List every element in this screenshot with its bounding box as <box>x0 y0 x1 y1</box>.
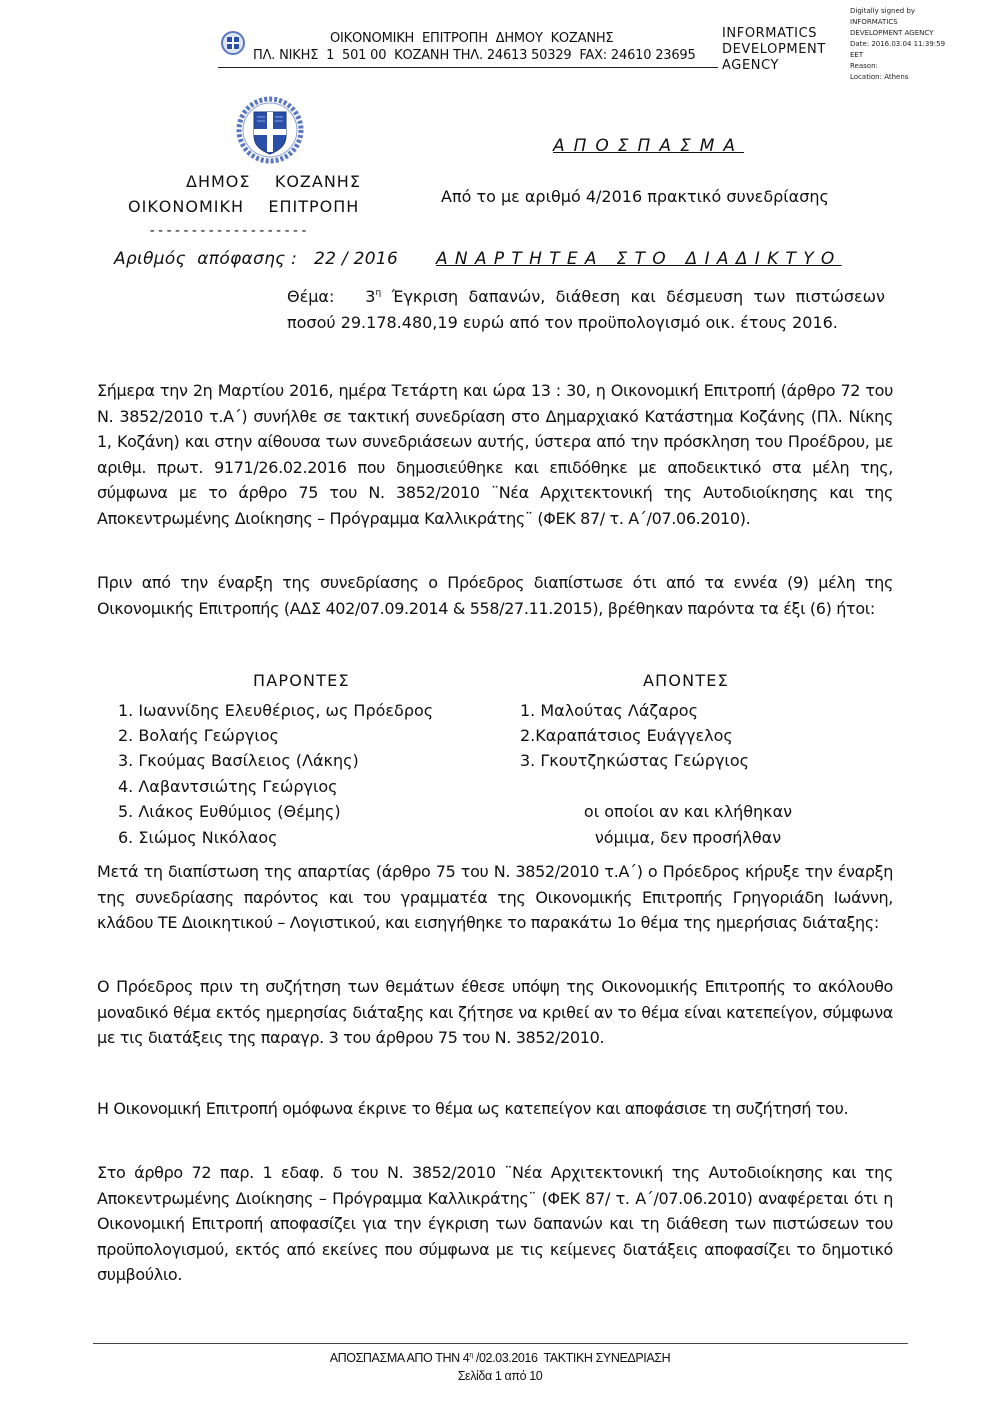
subject-block <box>287 284 885 336</box>
header-rule <box>218 67 718 68</box>
signature-signer-3: AGENCY <box>722 58 780 73</box>
present-member: 1. Ιωαννίδης Ελευθέριος, ως Πρόεδρος <box>118 701 434 720</box>
committee-name: ΟΙΚΟΝΟΜΙΚΗ ΕΠΙΤΡΟΠΗ <box>128 197 360 216</box>
paragraph-legal-basis: Στο άρθρο 72 παρ. 1 εδαφ. δ του Ν. 3852/2010 ¨Νέα Αρχιτεκτονική της Αυτοδιοίκησης και της Αποκεντρωμένης Διοίκησης – Πρόγραμμα Καλλικράτης¨ (ΦΕΚ 87/ τ. Α΄/07.06.2010) αναφέρεται ότι η Οικονομική Επιτροπή αποφασίζει για την έγκριση των δαπανών και τη διάθεση των πιστώσεων του προϋπολογισμού, εκτός από εκείνες που σύμφωνα με τις κείμενες διατάξεις αποφασίζει το δημοτικό συμβούλιο. <box>97 1163 893 1284</box>
subject-text: Έγκριση δαπανών, διάθεση και δέσμευση των πιστώσεων ποσού 29.178.480,19 ευρώ από τον προϋπολογισμό οικ. έτους 2016. <box>287 287 885 332</box>
paragraph-meeting-intro: Σήμερα την 2η Μαρτίου 2016, ημέρα Τετάρτη και ώρα 13 : 30, η Οικονομική Επιτροπή (άρθρο 72 του Ν. 3852/2010 τ.Α΄) συνήλθε σε τακτική συνεδρίαση στο Δημαρχιακό Κατάστημα Κοζάνης (Πλ. Νίκης 1, Κοζάνη) και στην αίθουσα των συνεδριάσεων αυτής, ύστερα από την πρόσκληση του Προέδρου, με αριθμ. πρωτ. 9171/26.02.2016 που δημοσιεύθηκε και επιδόθηκε με αποδεικτικό στα μέλη της, σύμφωνα με το άρθρο 75 του Ν. 3852/2010 ¨Νέα Αρχιτεκτονική της Αυτοδιοίκησης και της Αποκεντρωμένης Διοίκησης – Πρόγραμμα Καλλικράτης¨ (ΦΕΚ 87/ τ. Α΄/07.06.2010). <box>97 381 893 528</box>
paragraph-urgent-item: Ο Πρόεδρος πριν τη συζήτηση των θεμάτων έθεσε υπόψη της Οικονομικής Επιτροπής το ακόλουθο μοναδικό θέμα εκτός ημερησίας διάταξης και ζήτησε να κριθεί αν το θέμα είναι κατεπείγον, σύμφωνα με τις διατάξεις της παραγρ. 3 του άρθρου 75 του Ν. 3852/2010. <box>97 977 893 1047</box>
separator-dashes: ------------------- <box>148 223 309 239</box>
present-member: 6. Σιώμος Νικόλαος <box>118 828 278 847</box>
publish-notice: ΑΝΑΡΤΗΤΕΑ ΣΤΟ ΔΙΑΔΙΚΤΥΟ <box>436 249 842 269</box>
absent-heading: ΑΠΟΝΤΕΣ <box>643 671 729 690</box>
decision-number: 22 / 2016 <box>314 249 399 269</box>
signature-detail: Date: 2016.03.04 11:39:59 <box>850 40 946 48</box>
present-member: 5. Λιάκος Ευθύμιος (Θέμης) <box>118 802 341 821</box>
subject-ordinal: 3 <box>365 287 376 306</box>
signature-detail: Reason: <box>850 62 878 70</box>
municipality-name: ΔΗΜΟΣ ΚΟΖΑΝΗΣ <box>186 172 361 191</box>
absent-note-line-2: νόμιμα, δεν προσήλθαν <box>594 828 782 847</box>
paragraph-session-start: Μετά τη διαπίστωση της απαρτίας (άρθρο 75 του Ν. 3852/2010 τ.Α΄) ο Πρόεδρος κήρυξε την έναρξη της συνεδρίασης παρόντος και του γραμματέα της Οικονομικής Επιτροπής Γρηγοριάδη Ιωάννη, κλάδου ΤΕ Διοικητικού – Λογιστικού, και εισηγήθηκε το παρακάτω 1ο θέμα της ημερήσιας διάταξης: <box>97 862 893 932</box>
present-member: 2. Βολαής Γεώργιος <box>118 726 279 745</box>
document-title: ΑΠΟΣΠΑΣΜΑ <box>553 136 744 156</box>
subject-label: Θέμα: <box>287 287 335 306</box>
signature-detail: DEVELOPMENT AGENCY <box>850 29 934 37</box>
paragraph-quorum: Πριν από την έναρξη της συνεδρίασης ο Πρόεδρος διαπίστωσε ότι από τα εννέα (9) μέλη της Οικονομικής Επιτροπής (ΑΔΣ 402/07.09.2014 & 558/27.11.2015), βρέθηκαν παρόντα τα έξι (6) ήτοι: <box>97 573 893 618</box>
coat-of-arms-icon <box>236 96 304 164</box>
absent-member: 3. Γκουτζηκώστας Γεώργιος <box>520 751 750 770</box>
signature-detail: Location: Athens <box>850 73 909 81</box>
present-heading: ΠΑΡΟΝΤΕΣ <box>253 671 350 690</box>
header-line-1: ΟΙΚΟΝΟΜΙΚΗ ΕΠΙΤΡΟΠΗ ΔΗΜΟΥ ΚΟΖΑΝΗΣ <box>330 31 614 46</box>
absent-member: 1. Μαλούτας Λάζαρος <box>520 701 698 720</box>
decision-label: Αριθμός απόφασης : <box>114 249 298 269</box>
paragraph-urgent-decision: Η Οικονομική Επιτροπή ομόφωνα έκρινε το θέμα ως κατεπείγον και αποφάσισε τη συζήτησή του. <box>97 1099 849 1118</box>
signature-signer-1: INFORMATICS <box>722 26 818 41</box>
digital-signature <box>722 6 992 90</box>
absent-member: 2.Καραπάτσιος Ευάγγελος <box>520 726 733 745</box>
header-emblem-icon <box>221 31 245 55</box>
present-member: 4. Λαβαντσιώτης Γεώργιος <box>118 777 338 796</box>
signature-details <box>850 6 945 83</box>
signature-detail: EET <box>850 51 864 59</box>
header-line-2: ΠΛ. ΝΙΚΗΣ 1 501 00 ΚΟΖΑΝΗ ΤΗΛ. 24613 50329 FAX: 24610 23695 <box>253 48 696 63</box>
footer-title <box>0 1350 1000 1366</box>
footer-page-number: Σελίδα 1 από 10 <box>457 1369 543 1383</box>
footer-rule <box>93 1343 908 1344</box>
signature-detail: Digitally signed by <box>850 7 916 15</box>
signature-detail: INFORMATICS <box>850 18 898 26</box>
footer-title-sup: η <box>469 1352 473 1359</box>
footer-title-prefix: ΑΠΟΣΠΑΣΜΑ ΑΠΟ ΤΗΝ 4 <box>329 1351 470 1365</box>
minutes-reference: Από το με αριθμό 4/2016 πρακτικό συνεδρίασης <box>441 187 829 206</box>
absent-note-line-1: οι οποίοι αν και κλήθηκαν <box>583 802 793 821</box>
signature-signer-2: DEVELOPMENT <box>722 42 826 57</box>
footer-title-suffix: /02.03.2016 ΤΑΚΤΙΚΗ ΣΥΝΕΔΡΙΑΣΗ <box>472 1351 671 1365</box>
subject-ordinal-sup: η <box>375 288 382 298</box>
present-member: 3. Γκούμας Βασίλειος (Λάκης) <box>118 751 359 770</box>
